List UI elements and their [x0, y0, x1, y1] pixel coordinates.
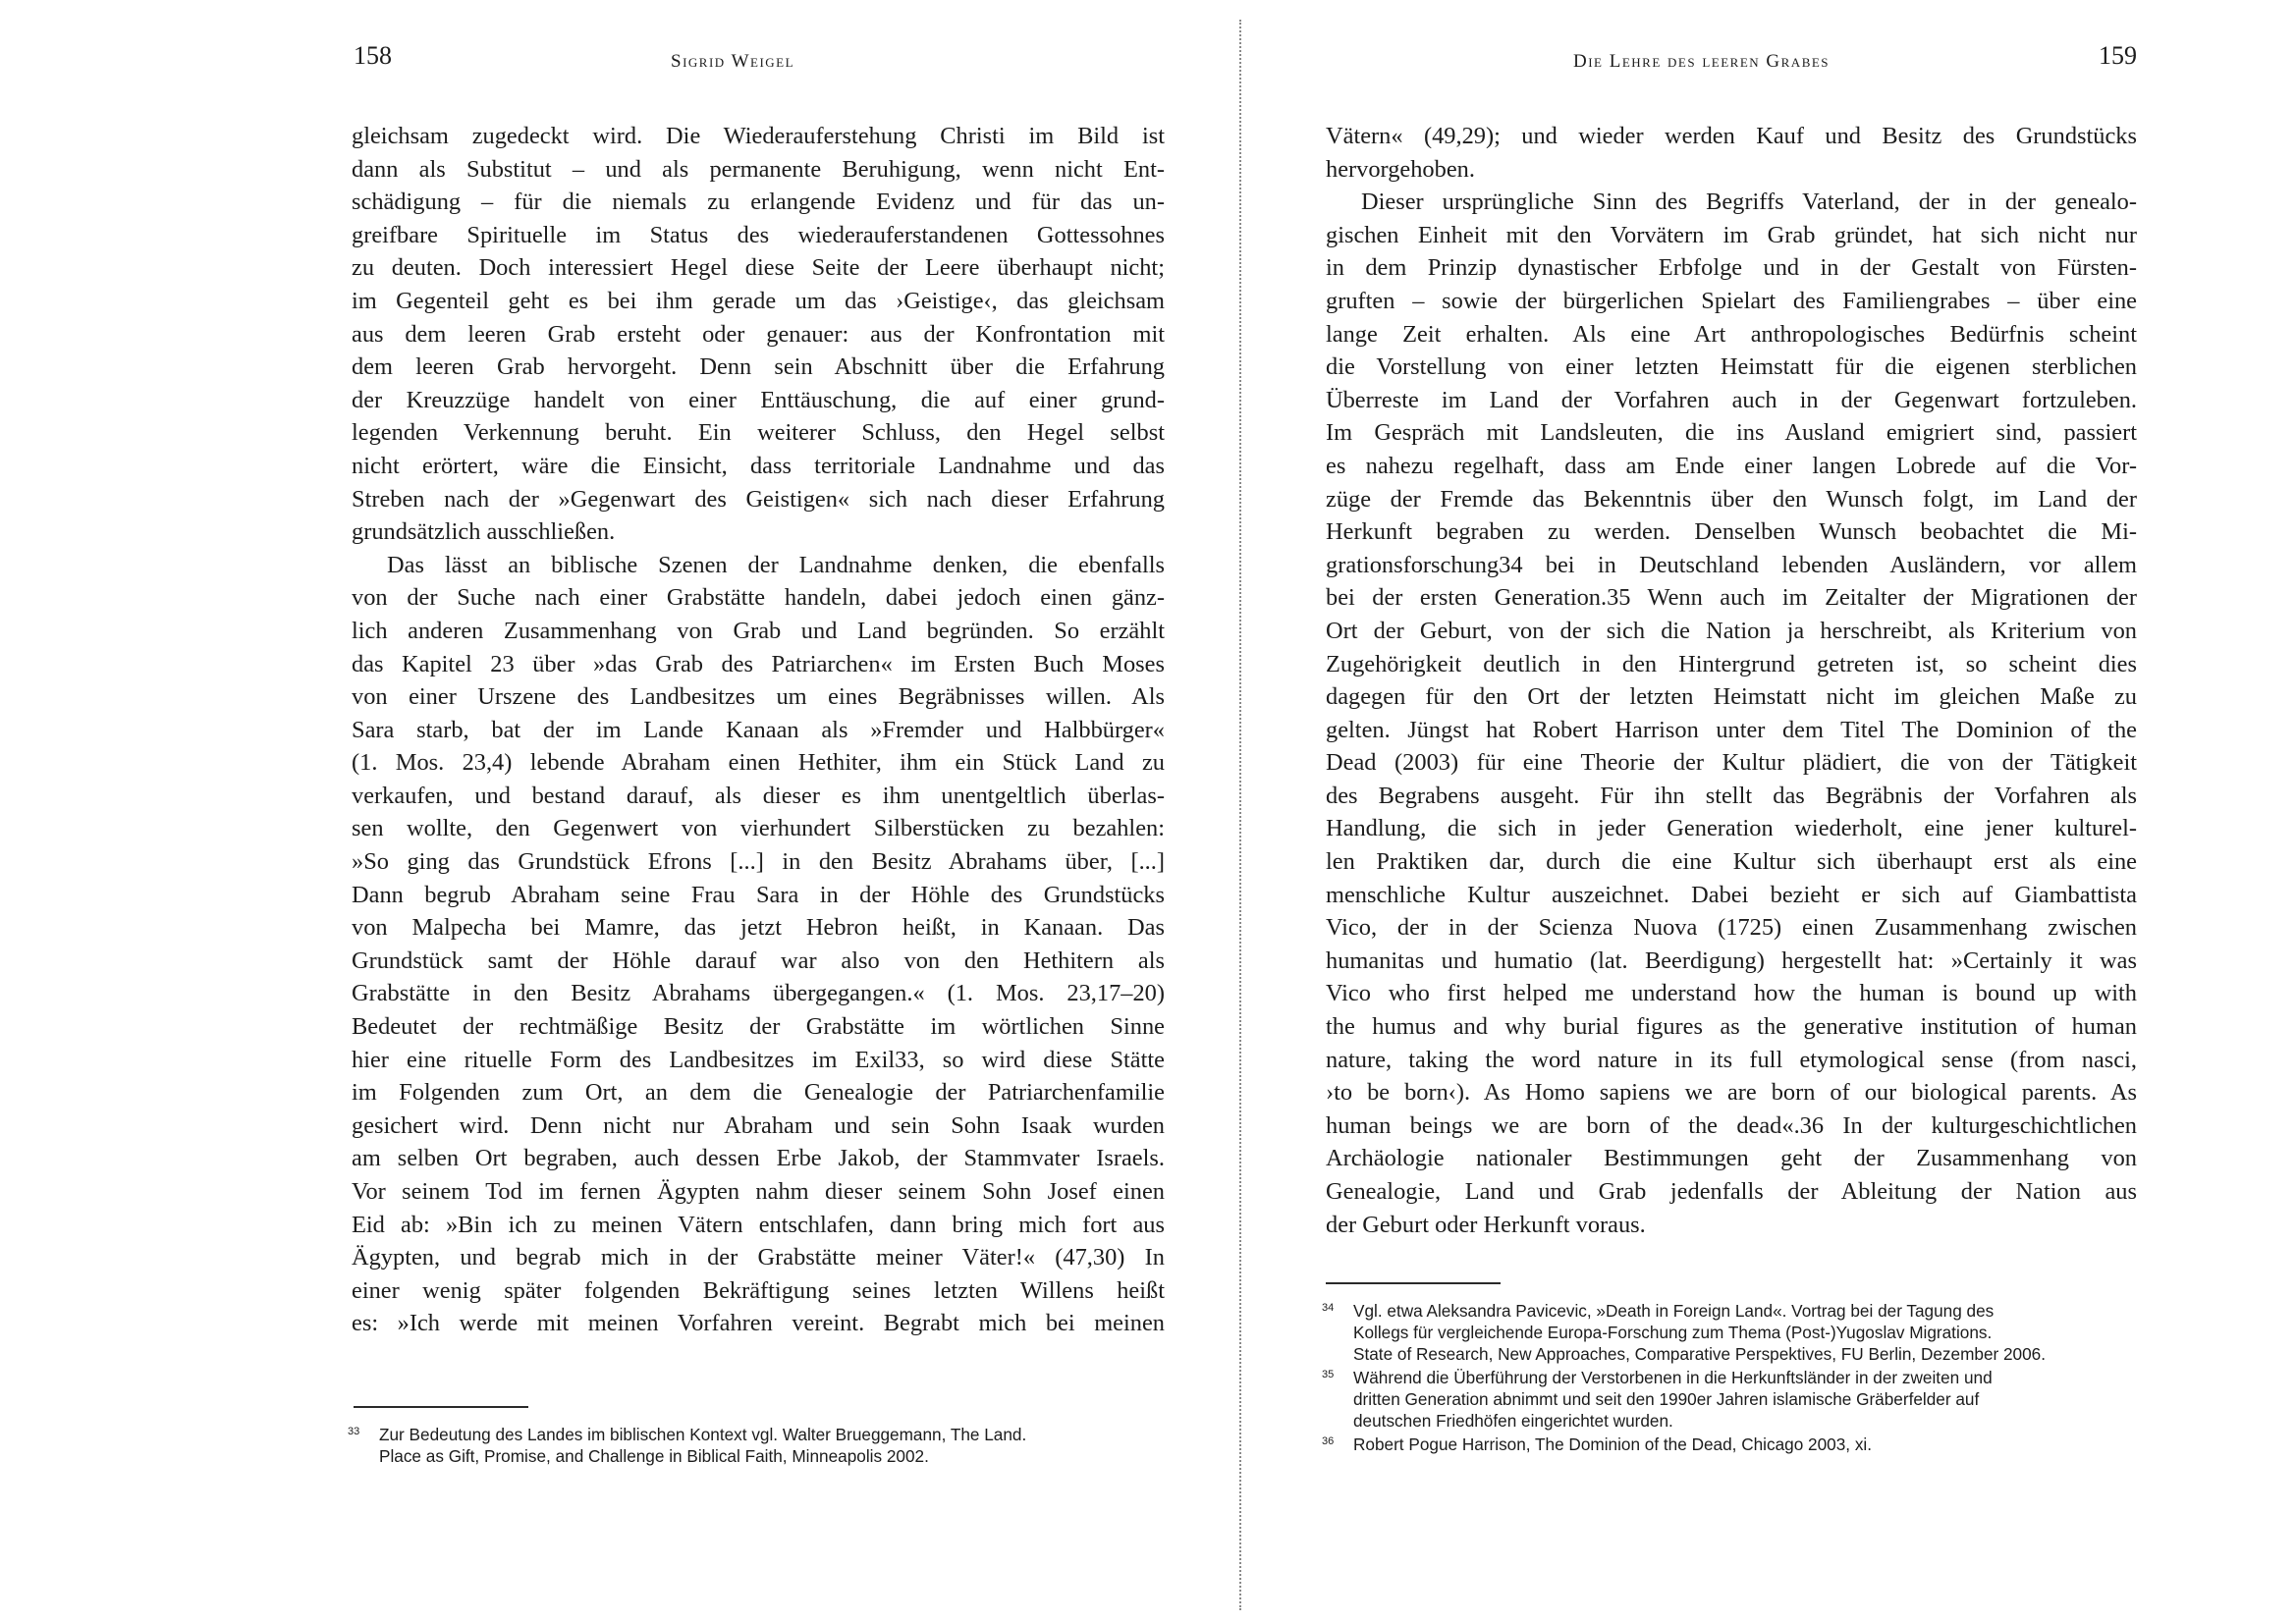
text-line: Streben nach der »Gegenwart des Geistigen« sich nach dieser Erfahrung: [352, 485, 1165, 513]
footnote-line: Kollegs für vergleichende Europa-Forschung zum Thema (Post-)Yugoslav Migrations.: [1353, 1323, 1993, 1342]
page-number: 159: [2099, 41, 2137, 70]
text-line: der Kreuzzüge handelt von einer Enttäuschung, die auf einer grund-: [352, 386, 1165, 413]
text-line: gesichert wird. Denn nicht nur Abraham und sein Sohn Isaak wurden: [352, 1111, 1165, 1139]
text-line: Dieser ursprüngliche Sinn des Begriffs Vaterland, der in der genealo-: [1361, 189, 2137, 216]
text-line: gelten. Jüngst hat Robert Harrison unter dem Titel The Dominion of the: [1326, 716, 2137, 743]
text-line: von Malpecha bei Mamre, das jetzt Hebron heißt, in Kanaan. Das: [352, 914, 1165, 942]
text-line: das Kapitel 23 über »das Grab des Patriarchen« im Ersten Buch Moses: [352, 650, 1165, 677]
text-line: es: »Ich werde mit meinen Vorfahren vereint. Begrabt mich bei meinen: [352, 1310, 1165, 1337]
text-line: am selben Ort begraben, auch dessen Erbe Jakob, der Stammvater Israels.: [352, 1145, 1165, 1172]
footnote: [1322, 1367, 2147, 1432]
text-line: dem leeren Grab hervorgeht. Denn sein Abschnitt über die Erfahrung: [352, 353, 1165, 381]
footnote-line: Robert Pogue Harrison, The Dominion of the Dead, Chicago 2003, xi.: [1353, 1434, 1873, 1454]
text-line: Sara starb, bat der im Lande Kanaan als »Fremder und Halbbürger«: [352, 716, 1165, 743]
text-line: züge der Fremde das Bekenntnis über den Wunsch folgt, im Land der: [1326, 485, 2137, 513]
footnote-number: 34: [1322, 1302, 1335, 1314]
running-head: Die Lehre des leeren Grabes: [1573, 51, 1831, 72]
text-line: Ägypten, und begrab mich in der Grabstätte meiner Väter!« (47,30) In: [352, 1244, 1165, 1271]
text-line: von der Suche nach einer Grabstätte handeln, dabei jedoch einen gänz-: [352, 584, 1165, 612]
footnotes: [1322, 1300, 2147, 1457]
text-line: lich anderen Zusammenhang von Grab und Land begründen. So erzählt: [352, 617, 1165, 644]
footnote-rule: [354, 1406, 528, 1408]
text-line: sen wollte, den Gegenwert von vierhundert Silberstücken zu bezahlen:: [352, 815, 1165, 842]
text-line: hier eine rituelle Form des Landbesitzes im Exil33, so wird diese Stätte: [352, 1046, 1165, 1073]
text-line: gruften – sowie der bürgerlichen Spielart des Familiengrabes – über eine: [1326, 287, 2137, 314]
body-text: [1326, 120, 2137, 1241]
text-line: »So ging das Grundstück Efrons [...] in den Besitz Abrahams über, [...]: [352, 848, 1165, 876]
text-line: im Gegenteil geht es bei ihm gerade um das ›Geistige‹, das gleichsam: [352, 287, 1165, 314]
running-head: Sigrid Weigel: [671, 51, 795, 72]
text-line: in dem Prinzip dynastischer Erbfolge und in der Gestalt von Fürsten-: [1326, 254, 2137, 282]
text-line: gleichsam zugedeckt wird. Die Wiederauferstehung Christi im Bild ist: [352, 123, 1165, 149]
footnotes: [348, 1424, 1173, 1469]
text-line: greifbare Spirituelle im Status des wiederauferstandenen Gottessohnes: [352, 221, 1165, 248]
text-line: Grabstätte in den Besitz Abrahams übergegangen.« (1. Mos. 23,17–20): [352, 980, 1165, 1007]
text-line: verkaufen, und bestand darauf, als dieser es ihm unentgeltlich überlas-: [352, 782, 1165, 809]
footnote-line: Während die Überführung der Verstorbenen in die Herkunftsländer in der zweiten und: [1353, 1368, 1993, 1387]
text-line: (1. Mos. 23,4) lebende Abraham einen Hethiter, ihm ein Stück Land zu: [352, 749, 1165, 777]
footnote-line: deutschen Friedhöfen eingerichtet wurden.: [1353, 1411, 1673, 1431]
text-line: the humus and why burial figures as the generative institution of human: [1326, 1013, 2137, 1041]
text-line: humanitas und humatio (lat. Beerdigung) hergestellt hat: »Certainly it was: [1326, 947, 2137, 974]
text-line: len Praktiken dar, durch die eine Kultur sich überhaupt erst als eine: [1326, 848, 2137, 876]
text-line: gischen Einheit mit den Vorvätern im Grab gründet, hat sich nicht nur: [1326, 221, 2137, 248]
text-line: schädigung – für die niemals zu erlangende Evidenz und für das un-: [352, 189, 1165, 216]
text-line: Vico, der in der Scienza Nuova (1725) einen Zusammenhang zwischen: [1326, 914, 2137, 942]
footnote-line: dritten Generation abnimmt und seit den 1990er Jahren islamische Gräberfelder auf: [1353, 1389, 1980, 1409]
text-line: der Geburt oder Herkunft voraus.: [1326, 1211, 1646, 1238]
text-line: nicht erörtert, wäre die Einsicht, dass territoriale Landnahme und das: [352, 452, 1165, 479]
text-line: es nahezu regelhaft, dass am Ende einer langen Lobrede auf die Vor-: [1326, 452, 2137, 479]
footnote-number: 36: [1322, 1435, 1335, 1447]
footnote: [348, 1424, 1173, 1467]
text-line: einer wenig später folgenden Bekräftigung seines letzten Willens heißt: [352, 1276, 1165, 1304]
text-line: hervorgehoben.: [1326, 155, 1475, 183]
text-line: human beings we are born of the dead«.36 In der kulturgeschichtlichen: [1326, 1111, 2137, 1139]
right-page: [1239, 0, 2296, 1623]
text-line: lange Zeit erhalten. Als eine Art anthropologisches Bedürfnis scheint: [1326, 320, 2137, 348]
text-line: zu deuten. Doch interessiert Hegel diese Seite der Leere überhaupt nicht;: [352, 254, 1165, 282]
text-line: nature, taking the word nature in its full etymological sense (from nasci,: [1326, 1046, 2137, 1073]
text-line: grationsforschung34 bei in Deutschland lebenden Ausländern, vor allem: [1326, 551, 2137, 578]
text-line: von einer Urszene des Landbesitzes um eines Begräbnisses willen. Als: [352, 683, 1165, 711]
text-line: ›to be born‹). As Homo sapiens we are born of our biological parents. As: [1326, 1079, 2137, 1107]
footnote: [1322, 1300, 2147, 1365]
text-line: Bedeutet der rechtmäßige Besitz der Grabstätte im wörtlichen Sinne: [352, 1013, 1165, 1041]
text-line: Eid ab: »Bin ich zu meinen Vätern entschlafen, dann bring mich fort aus: [352, 1211, 1165, 1238]
text-line: dagegen für den Ort der letzten Heimstatt nicht im gleichen Maße zu: [1326, 683, 2137, 711]
footnote-line: Vgl. etwa Aleksandra Pavicevic, »Death in Foreign Land«. Vortrag bei der Tagung des: [1353, 1301, 1995, 1321]
text-line: Vico who first helped me understand how the human is bound up with: [1326, 980, 2137, 1007]
text-line: Dann begrub Abraham seine Frau Sara in der Höhle des Grundstücks: [352, 881, 1165, 908]
footnote-rule: [1326, 1282, 1501, 1284]
footnote-number: 33: [348, 1426, 360, 1437]
text-line: Im Gespräch mit Landsleuten, die ins Ausland emigriert sind, passiert: [1326, 419, 2137, 447]
text-line: Überreste im Land der Vorfahren auch in der Gegenwart fortzuleben.: [1326, 386, 2137, 413]
text-line: Grundstück samt der Höhle darauf war also von den Hethitern als: [352, 947, 1165, 974]
text-line: legenden Verkennung beruht. Ein weiterer Schluss, den Hegel selbst: [352, 419, 1165, 447]
text-line: bei der ersten Generation.35 Wenn auch im Zeitalter der Migrationen der: [1326, 584, 2137, 612]
footnote-line: Zur Bedeutung des Landes im biblischen Kontext vgl. Walter Brueggemann, The Land.: [379, 1425, 1027, 1444]
text-line: Vätern« (49,29); und wieder werden Kauf und Besitz des Grundstücks: [1326, 123, 2137, 149]
text-line: Das lässt an biblische Szenen der Landnahme denken, die ebenfalls: [387, 551, 1165, 578]
text-line: Genealogie, Land und Grab jedenfalls der Ableitung der Nation aus: [1326, 1178, 2137, 1205]
text-line: Archäologie nationaler Bestimmungen geht der Zusammenhang von: [1326, 1145, 2137, 1172]
text-line: Vor seinem Tod im fernen Ägypten nahm dieser seinem Sohn Josef einen: [352, 1178, 1165, 1205]
text-line: Dead (2003) für eine Theorie der Kultur plädiert, die von der Tätigkeit: [1326, 749, 2137, 777]
footnote: [1322, 1434, 2147, 1455]
text-line: des Begrabens ausgeht. Für ihn stellt das Begräbnis der Vorfahren als: [1326, 782, 2137, 809]
text-line: menschliche Kultur auszeichnet. Dabei bezieht er sich auf Giambattista: [1326, 881, 2137, 908]
page-number: 158: [354, 41, 392, 70]
text-line: Herkunft begraben zu werden. Denselben Wunsch beobachtet die Mi-: [1326, 518, 2137, 546]
text-line: dann als Substitut – und als permanente Beruhigung, wenn nicht Ent-: [352, 155, 1165, 183]
footnote-line: Place as Gift, Promise, and Challenge in Biblical Faith, Minneapolis 2002.: [379, 1446, 929, 1466]
text-line: grundsätzlich ausschließen.: [352, 518, 616, 546]
text-line: aus dem leeren Grab ersteht oder genauer: aus der Konfrontation mit: [352, 320, 1165, 348]
footnote-number: 35: [1322, 1369, 1335, 1380]
text-line: im Folgenden zum Ort, an dem die Genealogie der Patriarchenfamilie: [352, 1079, 1165, 1107]
text-line: Ort der Geburt, von der sich die Nation ja herschreibt, als Kriterium von: [1326, 617, 2137, 644]
text-line: Handlung, die sich in jeder Generation wiederholt, eine jener kulturel-: [1326, 815, 2137, 842]
footnote-line: State of Research, New Approaches, Comparative Perspektives, FU Berlin, Dezember 2006.: [1353, 1344, 2047, 1364]
text-line: Zugehörigkeit deutlich in den Hintergrund getreten ist, so scheint dies: [1326, 650, 2137, 677]
body-text: [352, 120, 1165, 1340]
text-line: die Vorstellung von einer letzten Heimstatt für die eigenen sterblichen: [1326, 353, 2137, 381]
